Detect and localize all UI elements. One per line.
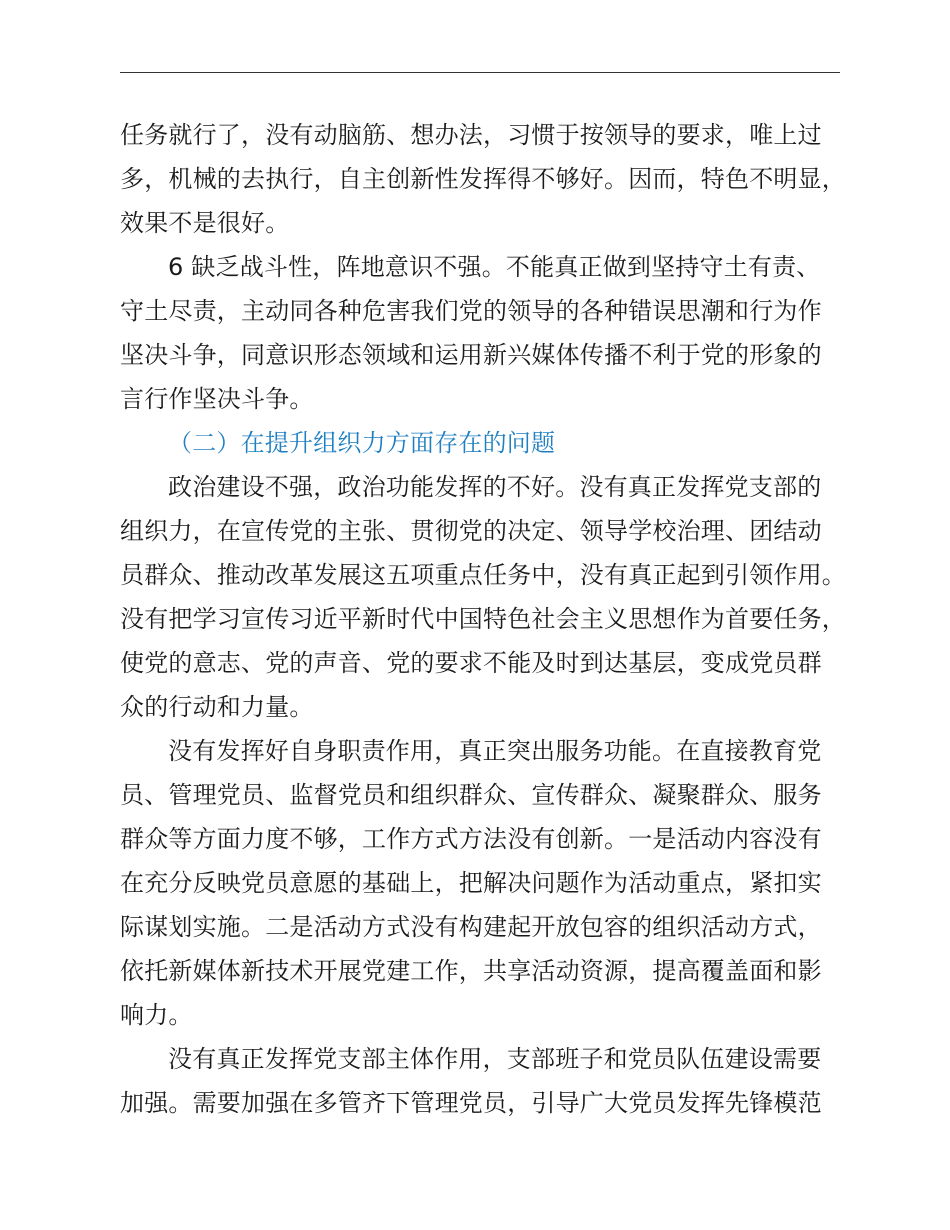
document-body — [120, 113, 860, 1125]
section-heading — [120, 421, 860, 465]
paragraph — [120, 465, 860, 729]
text-line: 依托新媒体新技术开展党建工作，共享活动资源，提高覆盖面和影 — [120, 957, 822, 985]
text-line: 没有发挥好自身职责作用，真正突出服务功能。在直接教育党 — [168, 737, 822, 765]
text-line: 响力。 — [120, 1001, 193, 1029]
text-line: 在充分反映党员意愿的基础上，把解决问题作为活动重点，紧扣实 — [120, 869, 822, 897]
text-line: 组织力，在宣传党的主张、贯彻党的决定、领导学校治理、团结动 — [120, 517, 822, 545]
text-line: 任务就行了，没有动脑筋、想办法，习惯于按领导的要求，唯上过 — [120, 121, 822, 149]
text-line: 守土尽责，主动同各种危害我们党的领导的各种错误思潮和行为作 — [120, 297, 822, 325]
text-line: 坚决斗争，同意识形态领域和运用新兴媒体传播不利于党的形象的 — [120, 341, 822, 369]
text-line: 言行作坚决斗争。 — [120, 385, 314, 413]
text-line: 政治建设不强，政治功能发挥的不好。没有真正发挥党支部的 — [168, 473, 822, 501]
paragraph — [120, 113, 860, 245]
text-line: 群众等方面力度不够，工作方式方法没有创新。一是活动内容没有 — [120, 825, 822, 853]
section-heading-text: （二）在提升组织力方面存在的问题 — [168, 429, 556, 457]
text-line: 加强。需要加强在多管齐下管理党员，引导广大党员发挥先锋模范 — [120, 1089, 822, 1117]
text-line: 多，机械的去执行，自主创新性发挥得不够好。因而，特色不明显， — [120, 165, 846, 193]
text-line: 效果不是很好。 — [120, 209, 290, 237]
header-rule — [120, 72, 840, 73]
text-line: 员、管理党员、监督党员和组织群众、宣传群众、凝聚群众、服务 — [120, 781, 822, 809]
text-line: 际谋划实施。二是活动方式没有构建起开放包容的组织活动方式， — [120, 913, 822, 941]
paragraph — [120, 729, 860, 1037]
text-line: 员群众、推动改革发展这五项重点任务中，没有真正起到引领作用。 — [120, 561, 846, 589]
text-line: 众的行动和力量。 — [120, 693, 314, 721]
text-line: 6 缺乏战斗性，阵地意识不强。不能真正做到坚持守土有责、 — [168, 253, 821, 281]
text-line: 使党的意志、党的声音、党的要求不能及时到达基层，变成党员群 — [120, 649, 822, 677]
paragraph — [120, 1037, 860, 1125]
paragraph — [120, 245, 860, 421]
text-line: 没有把学习宣传习近平新时代中国特色社会主义思想作为首要任务， — [120, 605, 846, 633]
text-line: 没有真正发挥党支部主体作用，支部班子和党员队伍建设需要 — [168, 1045, 822, 1073]
